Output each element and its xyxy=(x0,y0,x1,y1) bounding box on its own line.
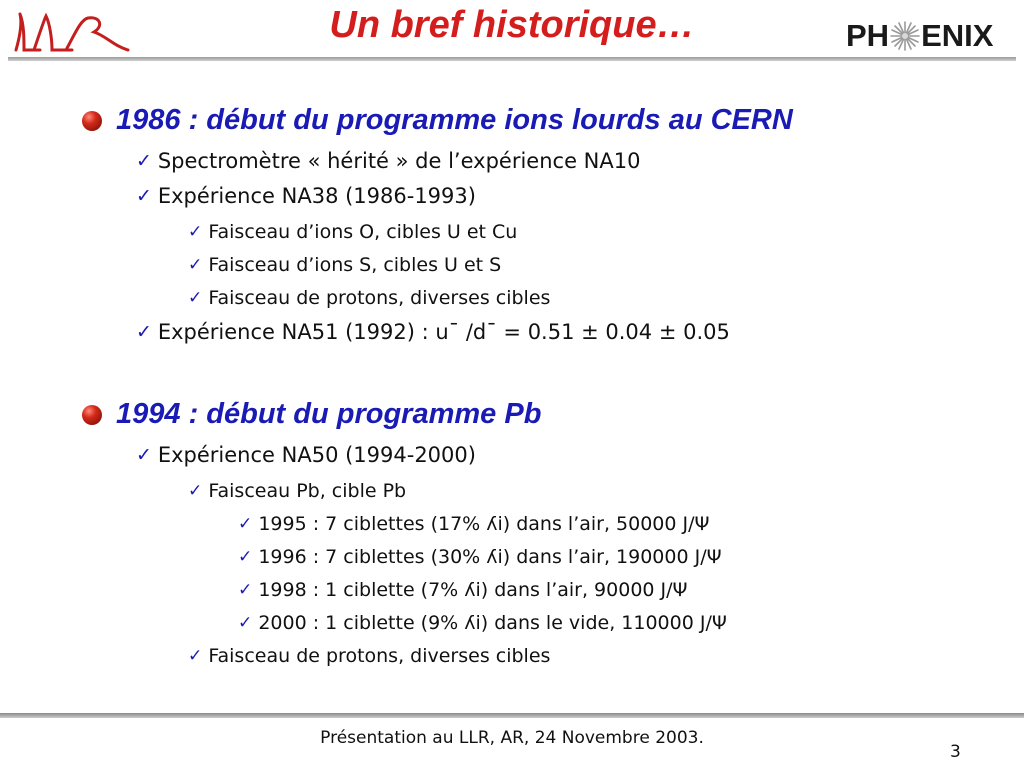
check-icon: ✓ xyxy=(238,514,253,534)
check-icon: ✓ xyxy=(238,613,253,633)
list-item-l4: ✓ 1998 : 1 ciblette (7% ʎi) dans l’air, 90000 J/Ψ xyxy=(238,579,688,601)
list-item-l2: ✓ Expérience NA51 (1992) : u¯ /d¯ = 0.51 ± 0.04 ± 0.05 xyxy=(136,320,730,344)
check-icon: ✓ xyxy=(136,185,152,207)
check-icon: ✓ xyxy=(136,444,152,466)
list-item-l2: ✓ Spectromètre « hérité » de l’expérience NA10 xyxy=(136,149,641,173)
phenix-logo xyxy=(846,14,1014,58)
red-ball-bullet-icon xyxy=(82,111,102,131)
page-number: 3 xyxy=(950,742,961,762)
check-icon: ✓ xyxy=(136,321,152,343)
list-item-l2: ✓ Expérience NA38 (1986-1993) xyxy=(136,184,476,208)
list-item-l3: ✓ Faisceau de protons, diverses cibles xyxy=(188,645,551,667)
list-item-l3: ✓ Faisceau de protons, diverses cibles xyxy=(188,287,551,309)
check-icon: ✓ xyxy=(188,481,203,501)
section-heading-1994: 1994 : début du programme Pb xyxy=(82,398,541,431)
section-heading-1986: 1986 : début du programme ions lourds au CERN xyxy=(82,104,793,137)
list-item-l3: ✓ Faisceau d’ions S, cibles U et S xyxy=(188,254,502,276)
red-ball-bullet-icon xyxy=(82,405,102,425)
phenix-star-icon xyxy=(889,20,921,52)
footer-divider xyxy=(0,713,1024,718)
check-icon: ✓ xyxy=(238,580,253,600)
check-icon: ✓ xyxy=(238,547,253,567)
list-item-l4: ✓ 1996 : 7 ciblettes (30% ʎi) dans l’air, 190000 J/Ψ xyxy=(238,546,722,568)
check-icon: ✓ xyxy=(188,222,203,242)
check-icon: ✓ xyxy=(188,288,203,308)
list-item-l4: ✓ 1995 : 7 ciblettes (17% ʎi) dans l’air, 50000 J/Ψ xyxy=(238,513,710,535)
list-item-l3: ✓ Faisceau Pb, cible Pb xyxy=(188,480,407,502)
list-item-l3: ✓ Faisceau d’ions O, cibles U et Cu xyxy=(188,221,518,243)
list-item-l2: ✓ Expérience NA50 (1994-2000) xyxy=(136,443,476,467)
slide-title: Un bref historique… xyxy=(329,4,695,46)
header-divider xyxy=(8,57,1016,61)
phenix-logo-left: PH xyxy=(846,18,890,53)
check-icon: ✓ xyxy=(188,646,203,666)
phenix-logo-right: ENIX xyxy=(921,18,994,53)
check-icon: ✓ xyxy=(136,150,152,172)
list-item-l4: ✓ 2000 : 1 ciblette (9% ʎi) dans le vide, 110000 J/Ψ xyxy=(238,612,727,634)
check-icon: ✓ xyxy=(188,255,203,275)
footer-text: Présentation au LLR, AR, 24 Novembre 2003. xyxy=(320,728,704,748)
